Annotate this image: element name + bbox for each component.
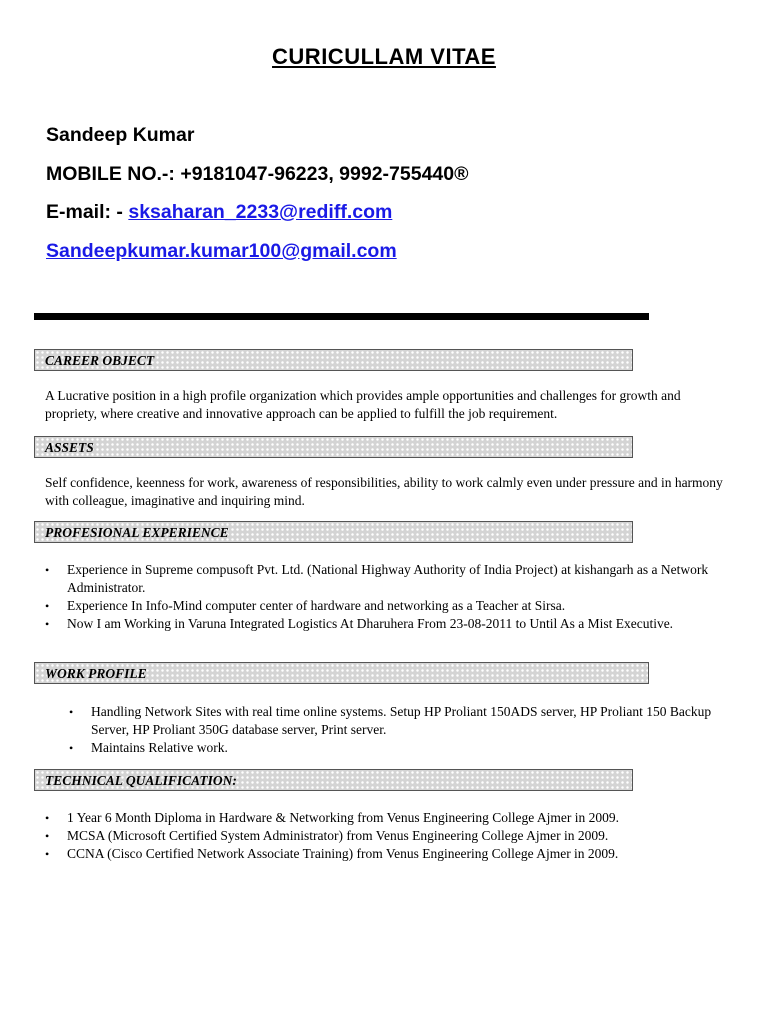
- bullet-icon: •: [69, 705, 74, 719]
- bullet-icon: •: [45, 829, 50, 843]
- experience-list: [45, 561, 727, 633]
- work-profile-list: [69, 703, 731, 757]
- list-item: [45, 827, 747, 845]
- bullet-icon: •: [45, 847, 50, 861]
- list-item-text: 1 Year 6 Month Diploma in Hardware & Networking from Venus Engineering College Ajmer in 2009.: [67, 810, 620, 825]
- technical-list: [45, 809, 747, 863]
- document-title: CURICULLAM VITAE: [272, 44, 496, 69]
- list-item-text: Experience in Supreme compusoft Pvt. Ltd. (National Highway Authority of India Project) at kishangarh as a Network Administrator.: [67, 562, 709, 595]
- section-heading-assets: ASSETS: [45, 440, 94, 455]
- list-item: [69, 739, 731, 757]
- email-link-primary[interactable]: sksaharan_2233@rediff.com: [128, 201, 393, 223]
- list-item: [45, 845, 747, 863]
- list-item: [45, 615, 727, 633]
- section-heading-career-object: CAREER OBJECT: [45, 353, 155, 368]
- bullet-icon: •: [45, 617, 50, 631]
- list-item-text: Maintains Relative work.: [91, 740, 228, 755]
- mobile-number: MOBILE NO.-: +9181047-96223, 9992-755440®: [46, 163, 469, 185]
- section-heading-work-profile: WORK PROFILE: [45, 666, 147, 681]
- section-heading-technical: TECHNICAL QUALIFICATION:: [45, 773, 237, 788]
- email-line: [46, 201, 392, 224]
- list-item: [45, 561, 727, 597]
- bullet-icon: •: [45, 811, 50, 825]
- assets-text: Self confidence, keenness for work, awareness of responsibilities, ability to work calmly even under pressure and in harmony with colleague, imaginative and inquiring mind.: [45, 475, 723, 508]
- email-label: E-mail: -: [46, 201, 129, 223]
- career-object-text: A Lucrative position in a high profile organization which provides ample opportunities and challenges for growth and propriety, where creative and innovative approach can be applied to fulfill the job requirement.: [45, 388, 681, 421]
- candidate-name: Sandeep Kumar: [46, 124, 195, 146]
- bullet-icon: •: [45, 563, 50, 577]
- section-bar-work-profile: [34, 662, 649, 684]
- header-divider: [34, 313, 649, 320]
- section-bar-technical: [34, 769, 633, 791]
- list-item: [69, 703, 731, 739]
- list-item-text: CCNA (Cisco Certified Network Associate Training) from Venus Engineering College Ajmer in 2009.: [67, 846, 619, 861]
- section-heading-experience: PROFESIONAL EXPERIENCE: [45, 525, 229, 540]
- list-item-text: Handling Network Sites with real time online systems. Setup HP Proliant 150ADS server, HP Proliant 150 Backup Server, HP Proliant 350G database server, Print server.: [91, 704, 712, 737]
- list-item-text: MCSA (Microsoft Certified System Administrator) from Venus Engineering College Ajmer in 2009.: [67, 828, 609, 843]
- list-item: [45, 809, 747, 827]
- list-item-text: Experience In Info-Mind computer center of hardware and networking as a Teacher at Sirsa.: [67, 598, 566, 613]
- list-item-text: Now I am Working in Varuna Integrated Logistics At Dharuhera From 23-08-2011 to Until As a Mist Executive.: [67, 616, 674, 631]
- bullet-icon: •: [69, 741, 74, 755]
- email-line-secondary: [46, 240, 397, 263]
- bullet-icon: •: [45, 599, 50, 613]
- list-item: [45, 597, 727, 615]
- section-bar-career-object: [34, 349, 633, 371]
- email-link-secondary[interactable]: Sandeepkumar.kumar100@gmail.com: [46, 240, 397, 262]
- section-bar-experience: [34, 521, 633, 543]
- section-bar-assets: [34, 436, 633, 458]
